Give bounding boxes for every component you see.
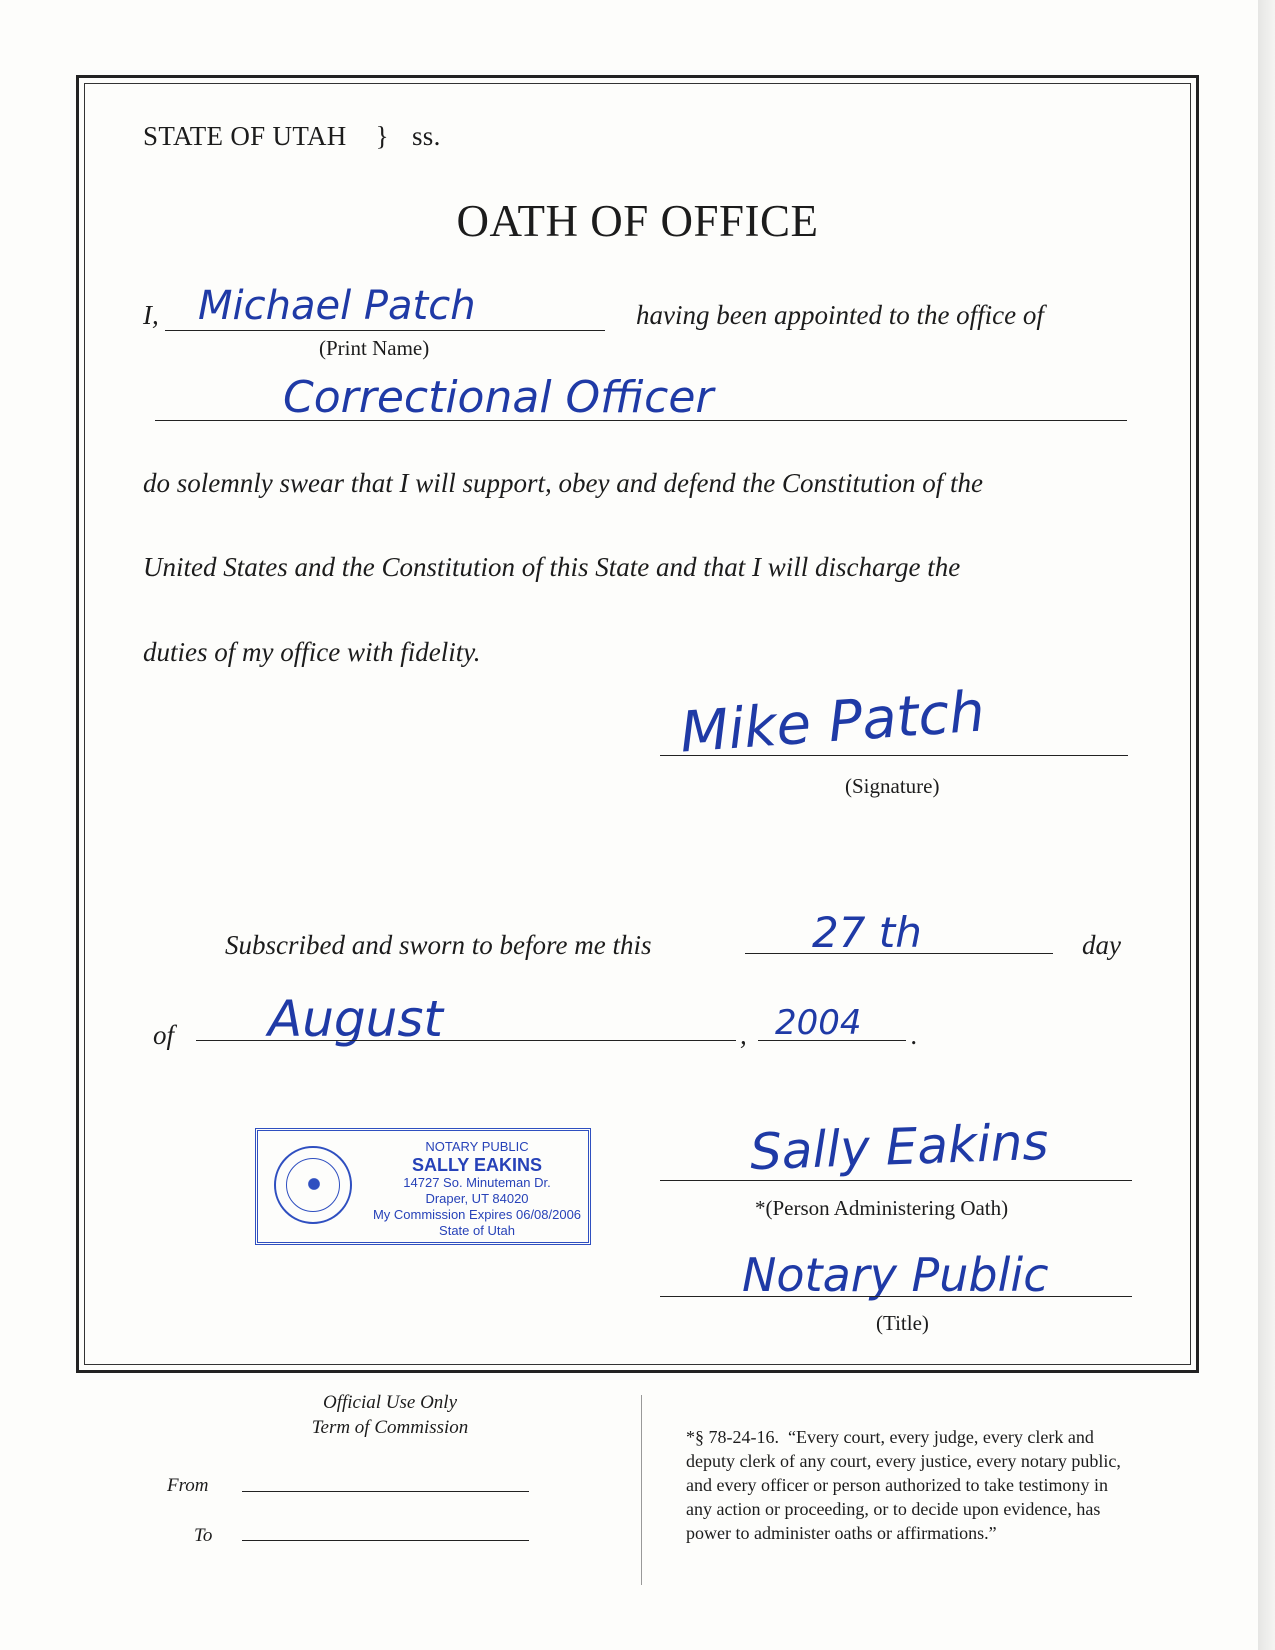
title-caption: (Title) (876, 1311, 929, 1335)
administrator-line (660, 1180, 1132, 1181)
signature-caption: (Signature) (845, 774, 940, 798)
day-line (745, 953, 1053, 954)
scan-edge (1258, 0, 1275, 1650)
handwritten-month: August (268, 990, 443, 1048)
period: . (911, 1020, 918, 1050)
stamp-line-2: SALLY EAKINS (411, 1155, 543, 1175)
state-header (143, 121, 441, 152)
oath-body-line-3: duties of my office with fidelity. (143, 637, 481, 667)
oath-body-line-1: do solemnly swear that I will support, obey and defend the Constitution of the (143, 468, 983, 498)
to-label: To (194, 1525, 213, 1546)
seal-emblem-icon (303, 1173, 325, 1195)
sworn-text: Subscribed and sworn to before me this (225, 930, 652, 960)
from-label: From (167, 1475, 209, 1496)
comma: , (740, 1020, 747, 1050)
oath-border-frame (76, 75, 1199, 1373)
stamp-text (368, 1139, 586, 1239)
stamp-line-6: State of Utah (439, 1223, 515, 1238)
oath-inner-border (84, 83, 1191, 1365)
seal-inner-ring (286, 1158, 340, 1212)
column-divider (641, 1395, 642, 1585)
stamp-line-4: Draper, UT 84020 (425, 1191, 529, 1206)
brace: } (375, 121, 389, 151)
administrator-caption: *(Person Administering Oath) (755, 1196, 1009, 1220)
month-line (196, 1040, 736, 1041)
day-label: day (1082, 930, 1121, 960)
handwritten-administrator: Sally Eakins (749, 1112, 1050, 1182)
year-line (758, 1040, 906, 1041)
state-label: STATE OF UTAH (143, 121, 347, 151)
handwritten-office: Correctional Officer (283, 372, 714, 423)
of-label: of (153, 1020, 175, 1050)
stamp-line-5: My Commission Expires 06/08/2006 (372, 1207, 582, 1222)
title-line (660, 1296, 1132, 1297)
statute-footnote: *§ 78-24-16. “Every court, every judge, every clerk and deputy clerk of any court, every justice, every notary public, and every officer or person authorized to take testimony in any action or proceeding, or to decide upon evidence, has power to administer oaths or affirmations.” (686, 1427, 1121, 1543)
signature-line (660, 755, 1128, 756)
oath-prefix: I, (143, 300, 159, 330)
handwritten-signature: Mike Patch (678, 679, 987, 766)
page-title: OATH OF OFFICE (456, 196, 819, 246)
from-line (242, 1491, 529, 1492)
name-line (165, 330, 605, 331)
handwritten-year: 2004 (775, 1003, 862, 1043)
stamp-line-3: 14727 So. Minuteman Dr. (403, 1175, 551, 1190)
state-seal-icon (274, 1146, 352, 1224)
stamp-line-1: NOTARY PUBLIC (425, 1139, 529, 1154)
name-caption: (Print Name) (319, 336, 430, 360)
appointed-text: having been appointed to the office of (636, 300, 1044, 330)
oath-body-line-2: United States and the Constitution of this State and that I will discharge the (143, 552, 961, 582)
handwritten-day: 27 th (812, 908, 922, 957)
notary-stamp (255, 1128, 591, 1245)
handwritten-name: Michael Patch (198, 283, 476, 329)
office-line (155, 420, 1127, 421)
to-line (242, 1540, 529, 1541)
handwritten-title: Notary Public (742, 1248, 1049, 1302)
term-heading: Term of Commission (311, 1417, 469, 1438)
official-use-heading: Official Use Only (322, 1392, 458, 1413)
ss-label: ss. (411, 121, 441, 151)
